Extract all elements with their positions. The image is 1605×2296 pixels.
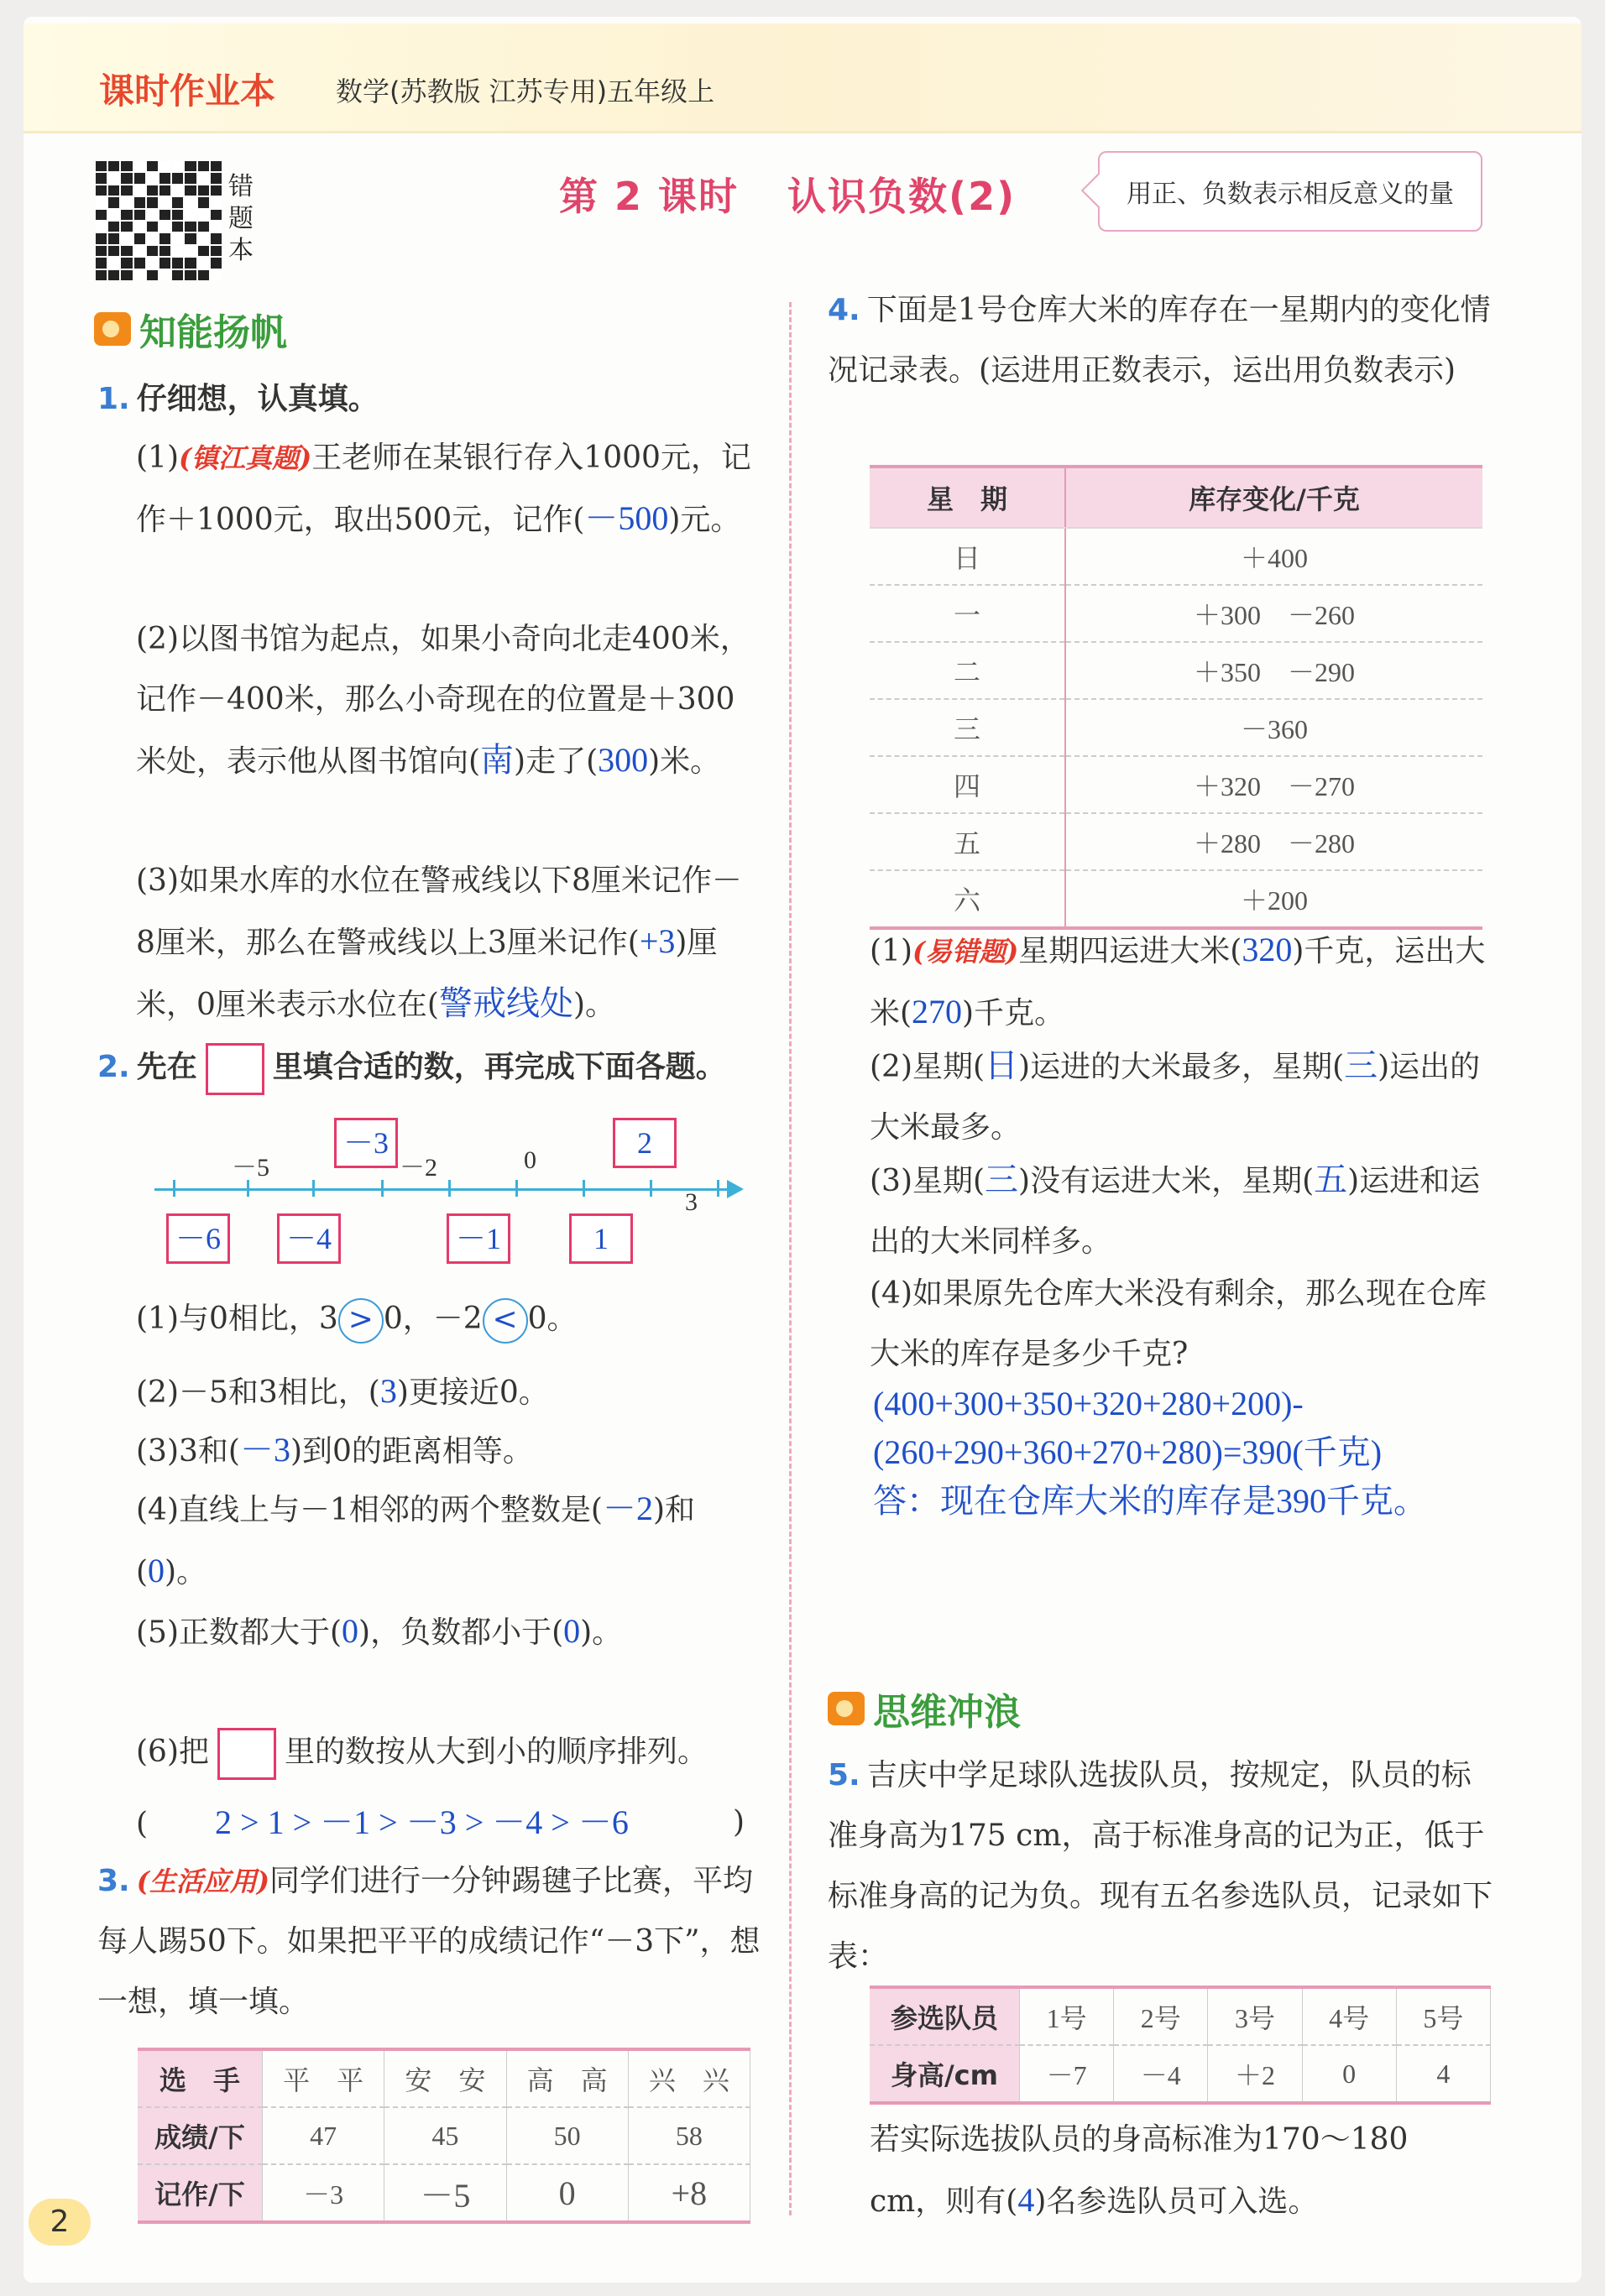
number-line [148, 1108, 752, 1276]
question-title: 里填合适的数，再完成下面各题。 [272, 1050, 726, 1084]
tick [312, 1180, 315, 1197]
q4-part2 [870, 1036, 1491, 1158]
cell: ＋350 －290 [1065, 642, 1482, 699]
q1-part1 [136, 428, 753, 551]
part-text: 星期四运进大米( [1018, 934, 1242, 968]
part-text: )没有运进大米，星期( [1018, 1164, 1315, 1198]
section-title: 思维冲浪 [873, 1691, 1021, 1734]
answer: 3 [379, 1372, 397, 1410]
cell: 1号 [1020, 1987, 1114, 2045]
cell: ＋200 [1065, 870, 1482, 928]
book-brand: 课时作业本 [99, 70, 276, 112]
q1-part2 [136, 609, 753, 792]
tick [583, 1180, 585, 1197]
question-title: 先在 [136, 1050, 197, 1084]
answer: 2 > 1 > －1 > －3 > －4 > －6 [215, 1803, 629, 1841]
table-row [870, 2045, 1491, 2103]
solution-answer: 答：现在仓库大米的库存是390千克。 [873, 1482, 1427, 1520]
lesson-tag-text: 用正、负数表示相反意义的量 [1127, 180, 1454, 209]
part-text: )。 [572, 988, 615, 1022]
cell: 日 [870, 528, 1065, 585]
row-header: 记作/下 [138, 2164, 263, 2222]
answer: 日 [985, 1046, 1019, 1084]
table-row [870, 699, 1482, 756]
question-text: 吉庆中学足球队选拔队员，按规定，队员的标准身高为175 cm，高于标准身高的记为正，低于标准身高的记为负。现有五名参选队员，记录如下表： [828, 1758, 1493, 1974]
question-title: 仔细想，认真填。 [136, 382, 379, 416]
question-number: 1. [97, 382, 130, 416]
part-text: )名参选队员可入选。 [1034, 2184, 1319, 2219]
tick-label: 0 [524, 1146, 536, 1174]
qr-label: 错题本 [228, 172, 254, 265]
q1-part3 [136, 851, 753, 1036]
part-text: )和( [136, 1493, 695, 1589]
column-divider [789, 302, 792, 2215]
cell: 五 [870, 813, 1065, 870]
tick [717, 1180, 719, 1197]
cell: 六 [870, 870, 1065, 928]
cell: 四 [870, 756, 1065, 813]
number-line-box[interactable]: －4 [277, 1213, 341, 1264]
table-row [870, 585, 1482, 642]
part-text: (3)如果水库的水位在警戒线以下8厘米记作－8厘米，那么在警戒线以上3厘米记作( [136, 864, 742, 960]
part-text: 王老师在某银行存入1000元，记作＋1000元，取出500元，记作( [136, 441, 751, 537]
row-header: 选 手 [138, 2049, 263, 2107]
cell: ＋280 －280 [1065, 813, 1482, 870]
question-number: 3. [97, 1864, 130, 1898]
cell: 一 [870, 585, 1065, 642]
number-line-box[interactable]: －6 [166, 1213, 230, 1264]
bracket: ) [732, 1805, 745, 1839]
table-row [870, 813, 1482, 870]
q2-part5 [136, 1601, 753, 1663]
cell: －360 [1065, 699, 1482, 756]
page-number: 2 [29, 2199, 91, 2246]
answer-cell: －5 [384, 2164, 506, 2222]
table-header-row [870, 467, 1482, 528]
cell: 高 高 [506, 2049, 628, 2107]
cell: 58 [628, 2107, 750, 2164]
part-text: )。 [165, 1555, 207, 1589]
part-text: (2)－5和3相比，( [136, 1375, 380, 1410]
part-text: (3)星期( [870, 1164, 985, 1198]
number-line-box[interactable]: －1 [447, 1213, 510, 1264]
part-text: 里的数按从大到小的顺序排列。 [285, 1735, 708, 1769]
source-tag: (镇江真题) [179, 442, 312, 474]
part-text: 0，－2 [383, 1302, 483, 1336]
q4-text [828, 280, 1499, 401]
part-text: (4)直线上与－1相邻的两个整数是( [136, 1493, 603, 1527]
question-text: 同学们进行一分钟踢毽子比赛，平均每人踢50下。如果把平平的成绩记作“－3下”，想一想，填一填。 [97, 1864, 761, 2019]
question-number: 2. [97, 1050, 130, 1084]
q5-text [828, 1745, 1499, 1987]
row-header: 身高/cm [870, 2045, 1020, 2103]
answer: 270 [912, 993, 963, 1031]
qr-code[interactable] [96, 161, 222, 280]
part-text: )米。 [648, 744, 721, 779]
answer: －500 [584, 499, 669, 537]
question-number: 5. [828, 1758, 860, 1792]
column-header: 星 期 [870, 467, 1065, 528]
q5-after [870, 2110, 1491, 2232]
q1-title [97, 369, 761, 430]
cell: －7 [1020, 2045, 1114, 2103]
answer-circle: > [338, 1298, 384, 1344]
section-icon [828, 1692, 865, 1725]
tick [173, 1180, 175, 1197]
part-text: (1)与0相比，3 [136, 1302, 338, 1336]
part-text: (5)正数都大于( [136, 1615, 342, 1650]
table-row [870, 528, 1482, 585]
cell: 50 [506, 2107, 628, 2164]
tick-label: －5 [232, 1154, 269, 1182]
part-text: )千克。 [962, 996, 1065, 1031]
q2-part2 [136, 1361, 753, 1423]
tick-label: 3 [685, 1188, 698, 1216]
cell: －3 [263, 2164, 384, 2222]
part-text: 若实际选拔队员的身高标准为170～180 cm，则有( [870, 2122, 1409, 2219]
question-text: 下面是1号仓库大米的库存在一星期内的变化情况记录表。(运进用正数表示，运出用负数表示) [828, 293, 1491, 388]
column-header: 库存变化/千克 [1065, 467, 1482, 528]
cell: －4 [1114, 2045, 1208, 2103]
answer-box-sample [206, 1043, 264, 1095]
cell: 4号 [1302, 1987, 1396, 2045]
table-row [138, 2164, 750, 2222]
cell: 0 [1302, 2045, 1396, 2103]
part-text: )。 [580, 1615, 623, 1650]
part-text: )到0的距离相等。 [290, 1434, 533, 1469]
part-text: (2)以图书馆为起点，如果小奇向北走400米，记作－400米，那么小奇现在的位置是＋300米处，表示他从图书馆向( [136, 622, 750, 779]
q2-part3 [136, 1420, 753, 1482]
answer: 0 [342, 1612, 359, 1650]
answer: －2 [602, 1490, 653, 1527]
cell: 二 [870, 642, 1065, 699]
cell: 平 平 [263, 2049, 384, 2107]
part-text: )运出的大米最多。 [870, 1050, 1481, 1145]
cell: 2号 [1114, 1987, 1208, 2045]
number-line-box[interactable]: －3 [334, 1118, 398, 1168]
q3-table [138, 2048, 750, 2224]
answer: 三 [985, 1161, 1019, 1198]
source-tag: (生活应用) [136, 1866, 270, 1897]
table-row [870, 756, 1482, 813]
cell: 45 [384, 2107, 506, 2164]
part-text: )元。 [668, 503, 741, 537]
q2-part6-answer [136, 1792, 753, 1855]
tick [515, 1180, 518, 1197]
answer: 五 [1314, 1161, 1348, 1198]
part-text: (6)把 [136, 1735, 209, 1769]
answer: 南 [480, 741, 515, 779]
part-text: )千克，运出大米( [870, 934, 1486, 1031]
part-text: (2)星期( [870, 1050, 985, 1084]
part-text: (3)3和( [136, 1434, 240, 1469]
table-row [870, 642, 1482, 699]
q5-table [870, 1986, 1491, 2105]
number-line-axis [154, 1188, 734, 1191]
cell: ＋300 －260 [1065, 585, 1482, 642]
part-text: )运进的大米最多，星期( [1018, 1050, 1345, 1084]
part-label: (1) [870, 934, 912, 968]
lesson-title [559, 166, 1016, 222]
part-label: (1) [136, 441, 179, 475]
part-text: )走了( [514, 744, 599, 779]
source-tag: (易错题) [912, 936, 1019, 968]
row-header: 参选队员 [870, 1987, 1020, 2045]
q2-part4 [136, 1479, 753, 1603]
number-line-arrow [727, 1180, 744, 1198]
q2-title [97, 1037, 769, 1098]
cell: 5号 [1396, 1987, 1490, 2045]
answer: 0 [148, 1552, 165, 1589]
section-icon [94, 312, 131, 346]
cell: 三 [870, 699, 1065, 756]
answer-box-sample [217, 1728, 276, 1780]
table-row [870, 1987, 1491, 2045]
cell: ＋2 [1208, 2045, 1302, 2103]
cell: 安 安 [384, 2049, 506, 2107]
q2-part1 [136, 1289, 753, 1349]
lesson-topic: 认识负数(2) [787, 174, 1017, 219]
cell: ＋400 [1065, 528, 1482, 585]
book-subtitle: 数学(苏教版 江苏专用)五年级上 [336, 76, 715, 107]
tick [448, 1180, 451, 1197]
part-text: )运进和运出的大米同样多。 [870, 1164, 1481, 1259]
cell: 47 [263, 2107, 384, 2164]
question-number: 4. [828, 293, 860, 327]
cell: ＋320 －270 [1065, 756, 1482, 813]
solution-line: (260+290+360+270+280)=390(千克) [873, 1433, 1383, 1471]
part-text: )更接近0。 [396, 1375, 549, 1410]
answer: 警戒线处 [438, 984, 573, 1022]
row-header: 成绩/下 [138, 2107, 263, 2164]
answer: 300 [598, 741, 649, 779]
cell: 4 [1396, 2045, 1490, 2103]
q4-part3 [870, 1150, 1491, 1272]
lesson-number: 第 2 课时 [559, 174, 740, 219]
tick [650, 1180, 652, 1197]
answer: +3 [639, 922, 676, 960]
bracket: ( [136, 1807, 149, 1841]
lesson-tag [1098, 151, 1482, 232]
number-line-box[interactable]: 2 [613, 1118, 677, 1168]
q4-part4: (4)如果原先仓库大米没有剩余，那么现在仓库大米的库存是多少千克? [870, 1276, 1487, 1371]
table-row [138, 2107, 750, 2164]
number-line-box[interactable]: 1 [569, 1213, 633, 1264]
tick-label: －2 [400, 1154, 437, 1182]
solution-line: (400+300+350+320+280+200)- [873, 1385, 1304, 1422]
answer-circle: < [483, 1298, 528, 1344]
answer: 0 [563, 1612, 581, 1650]
section-heading-2 [828, 1682, 1021, 1735]
q3-text [97, 1851, 761, 2032]
part-text: )，负数都小于( [358, 1615, 564, 1650]
part-text: 0。 [527, 1302, 578, 1336]
tick [381, 1180, 384, 1197]
part-text: )厘米，0厘米表示水位在( [136, 926, 718, 1022]
answer: 320 [1242, 931, 1293, 968]
q4-solution [873, 1380, 1511, 1526]
q4-table [870, 465, 1482, 930]
cell: 兴 兴 [628, 2049, 750, 2107]
q4-part1 [870, 920, 1491, 1044]
answer: 4 [1017, 2181, 1035, 2219]
cell: 3号 [1208, 1987, 1302, 2045]
q2-part6 [136, 1722, 753, 1782]
answer: －3 [239, 1431, 290, 1469]
answer-cell: 0 [506, 2164, 628, 2222]
table-row [138, 2049, 750, 2107]
answer-cell: +8 [628, 2164, 750, 2222]
section-heading-1 [94, 302, 287, 356]
answer: 三 [1344, 1046, 1378, 1084]
section-title: 知能扬帆 [139, 311, 287, 354]
